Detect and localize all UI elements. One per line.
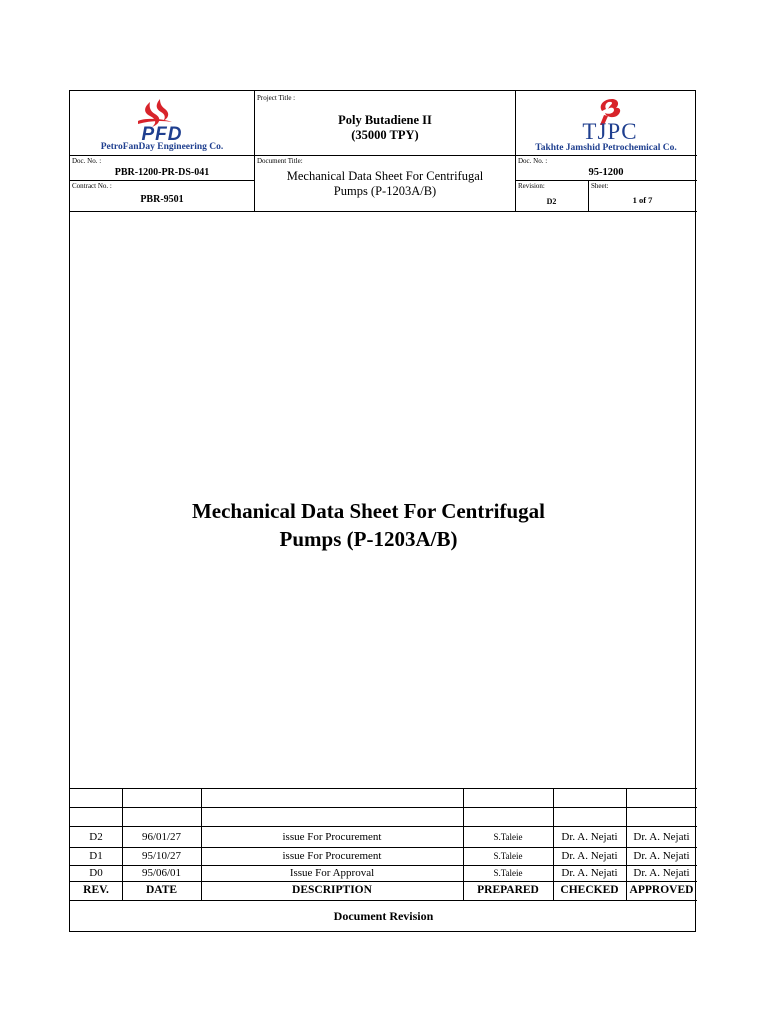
rev-table-top-line <box>70 788 697 789</box>
rev-row-d0-date: 95/06/01 <box>141 867 182 879</box>
project-title-label: Project Title : <box>257 94 296 102</box>
header-row-line-1 <box>70 155 697 156</box>
document-sheet <box>69 90 696 932</box>
main-title-line1: Mechanical Data Sheet For Centrifugal <box>191 499 546 523</box>
rev-header-rev: REV. <box>83 884 109 896</box>
left-company-name: PetroFanDay Engineering Co. <box>100 142 224 152</box>
rev-row-d1-approved: Dr. A. Nejati <box>633 850 690 862</box>
pfd-logo-text: PFD <box>141 124 183 145</box>
rev-row-d2-rev: D2 <box>89 831 103 843</box>
revision-value: D2 <box>546 197 557 206</box>
client-doc-no-label: Doc. No. : <box>518 157 548 165</box>
rev-row-d1-date: 95/10/27 <box>141 850 182 862</box>
document-title-label: Document Title: <box>257 157 303 165</box>
rev-row-d1-prepared: S.Taleie <box>493 851 523 861</box>
project-title-line2: (35000 TPY) <box>351 128 419 142</box>
rev-header-approved: APPROVED <box>629 884 694 896</box>
document-title-line1: Mechanical Data Sheet For Centrifugal <box>286 169 484 183</box>
rev-row-d1-rev: D1 <box>89 850 103 862</box>
rev-row-d2-description: issue For Procurement <box>282 831 382 843</box>
rev-header-description: DESCRIPTION <box>292 884 372 896</box>
rev-table-line-5 <box>70 881 697 882</box>
rev-row-d1-checked: Dr. A. Nejati <box>561 850 618 862</box>
revision-label: Revision: <box>518 182 545 190</box>
document-revision-label: Document Revision <box>333 909 434 923</box>
header-row-line-3 <box>515 180 697 181</box>
pfd-logo <box>110 96 210 145</box>
rev-row-d2-prepared: S.Taleie <box>493 832 523 842</box>
rev-table-line-4 <box>70 865 697 866</box>
rev-row-d2-approved: Dr. A. Nejati <box>633 831 690 843</box>
rev-table-line-3 <box>70 847 697 848</box>
rev-row-d0-description: Issue For Approval <box>289 867 375 879</box>
rev-row-d0-approved: Dr. A. Nejati <box>633 867 690 879</box>
contract-no-label: Contract No. : <box>72 182 112 190</box>
rev-table-line-1 <box>70 807 697 808</box>
rev-table-line-2 <box>70 826 697 827</box>
doc-no-label: Doc. No. : <box>72 157 102 165</box>
rev-header-prepared: PREPARED <box>477 884 539 896</box>
rev-row-d0-checked: Dr. A. Nejati <box>561 867 618 879</box>
contract-no-value: PBR-9501 <box>140 194 184 205</box>
tjpc-logo-text: TJPC <box>582 119 638 144</box>
main-title <box>70 497 667 553</box>
rev-row-d2-date: 96/01/27 <box>141 831 182 843</box>
main-title-line2: Pumps (P-1203A/B) <box>279 527 458 551</box>
sheet-label: Sheet: <box>591 182 609 190</box>
doc-no-value: PBR-1200-PR-DS-041 <box>114 167 210 178</box>
project-title-line1: Poly Butadiene II <box>338 113 432 127</box>
sheet-value: 1 of 7 <box>632 195 653 205</box>
rev-header-date: DATE <box>145 884 178 896</box>
rev-row-d0-prepared: S.Taleie <box>493 868 523 878</box>
tjpc-logo <box>560 95 660 143</box>
rev-header-checked: CHECKED <box>560 884 619 896</box>
project-title <box>255 113 515 143</box>
document-title <box>255 169 515 199</box>
right-company-name: Takhte Jamshid Petrochemical Co. <box>535 143 677 153</box>
document-title-line2: Pumps (P-1203A/B) <box>333 184 437 198</box>
header-bottom-line <box>70 211 697 212</box>
client-doc-no-value: 95-1200 <box>588 167 624 178</box>
rev-table-header-line <box>70 900 697 901</box>
header-row-line-2 <box>70 180 255 181</box>
rev-row-d2-checked: Dr. A. Nejati <box>561 831 618 843</box>
rev-row-d0-rev: D0 <box>89 867 103 879</box>
rev-row-d1-description: issue For Procurement <box>282 850 382 862</box>
